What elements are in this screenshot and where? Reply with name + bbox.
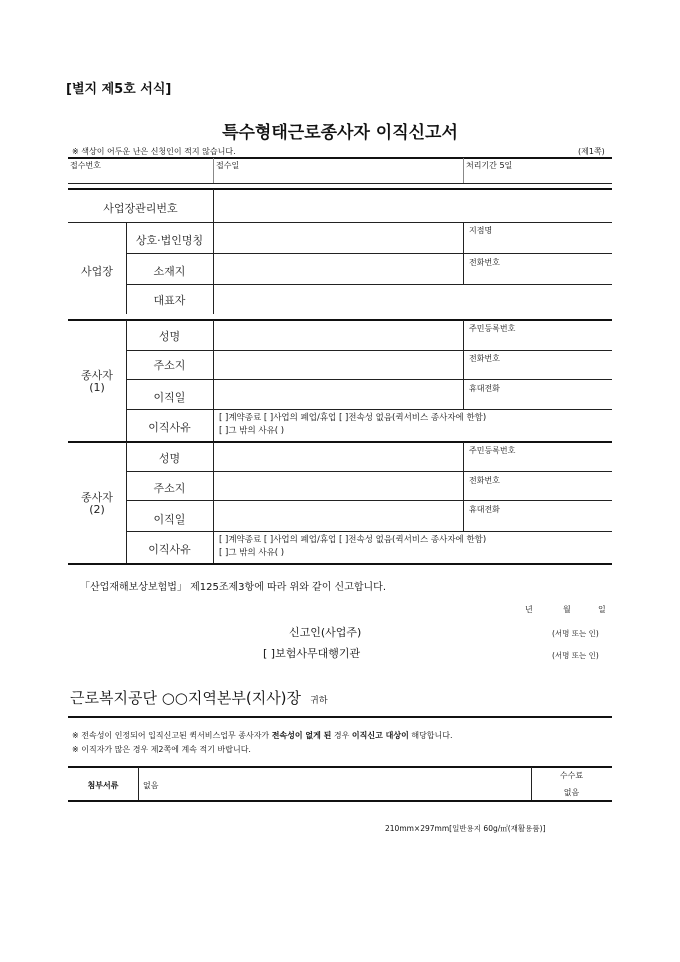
worker2-leave-date-input[interactable] (218, 509, 458, 527)
worker1-rrn-label: 주민등록번호 (469, 324, 516, 333)
worker1-label-divider (213, 320, 214, 441)
worker1-index: (1) (89, 381, 105, 394)
worker2-address-input[interactable] (218, 478, 458, 496)
signer-employer-sign[interactable]: (서명 또는 인) (552, 629, 599, 638)
worker1-mobile-input[interactable] (520, 392, 608, 406)
note-1-suffix: 해당합니다. (408, 731, 453, 740)
worker2-name-input[interactable] (218, 448, 458, 466)
worker1-right-divider (463, 320, 464, 409)
worker2-rrn-input[interactable] (520, 454, 608, 468)
note-1-prefix: ※ 전속성이 인정되어 입직신고된 퀵서비스업무 종사자가 (72, 731, 272, 740)
worker1-address-input[interactable] (218, 356, 458, 374)
worker1-phone-label: 전화번호 (469, 354, 500, 363)
workplace-rep-label: 대표자 (153, 294, 186, 307)
notes-top-border (68, 716, 612, 718)
receipt-divider-1 (213, 158, 214, 183)
page-label: (제1쪽) (578, 147, 605, 156)
worker1-name-input[interactable] (218, 326, 458, 344)
processing-period: 처리기간 5일 (466, 161, 513, 170)
workplace-branch-label: 지점명 (469, 226, 493, 235)
date-day-label: 일 (598, 605, 606, 614)
worker1-phone-input[interactable] (520, 362, 608, 376)
attachments-value: 없음 (143, 781, 159, 790)
worker2-address-label: 주소지 (153, 482, 186, 495)
receipt-date-label: 접수일 (216, 161, 240, 170)
workplace-row2-bottom (126, 284, 612, 285)
page-title: 특수형태근로종사자 이직신고서 (222, 123, 458, 143)
mgmt-number-input[interactable] (218, 198, 608, 216)
worker1-mobile-label: 휴대전화 (469, 384, 500, 393)
mgmt-number-label: 사업장관리번호 (103, 202, 178, 215)
worker2-phone-input[interactable] (520, 484, 608, 498)
note-2: ※ 이직자가 많은 경우 제2쪽에 계속 적기 바랍니다. (72, 745, 251, 754)
mgmt-number-divider (213, 189, 214, 222)
worker2-mobile-label: 휴대전화 (469, 505, 500, 514)
worker2-right-divider (463, 442, 464, 531)
workplace-phone-input[interactable] (520, 264, 608, 280)
workplace-group-label: 사업장 (81, 265, 113, 278)
signer-agency-sign[interactable]: (서명 또는 인) (552, 651, 599, 660)
attachments-label: 첨부서류 (87, 781, 119, 790)
worker1-row3-bottom (126, 409, 612, 410)
workplace-phone-label: 전화번호 (469, 258, 500, 267)
worker1-leave-date-label: 이직일 (153, 391, 186, 404)
note-1-mid: 경우 (331, 731, 352, 740)
worker2-row3-bottom (126, 531, 612, 532)
main-table-top (68, 188, 612, 190)
workplace-branch-input[interactable] (520, 232, 608, 248)
receipt-number-label: 접수번호 (70, 161, 101, 170)
signer-employer-label: 신고인(사업주) (289, 626, 362, 639)
recipient-name: 근로복지공단 ○○지역본부(지사)장 (70, 689, 302, 707)
worker2-rrn-label: 주민등록번호 (469, 446, 516, 455)
paper-spec-footer: 210mm×297mm[일반용지 60g/㎡(재활용품)] (385, 824, 546, 833)
worker2-reason-line2[interactable]: [ ]그 밖의 사유( ) (219, 548, 285, 558)
workplace-address-label: 소재지 (153, 265, 186, 278)
note-1 (72, 730, 453, 741)
table-top-border (68, 157, 612, 159)
workplace-row1-bottom (126, 253, 612, 254)
attachments-divider-1 (138, 767, 139, 800)
worker1-reason-label: 이직사유 (148, 421, 191, 434)
worker1-leave-date-input[interactable] (218, 387, 458, 405)
worker1-name-label: 성명 (158, 330, 181, 343)
workplace-name-label: 상호·법인명칭 (135, 234, 204, 247)
note-1-bold1: 전속성이 없게 된 (271, 731, 332, 740)
date-month-label: 월 (563, 605, 571, 614)
note-top: ※ 색상이 어두운 난은 신청인이 적지 않습니다. (72, 147, 236, 156)
declaration-text: 「산업재해보상보험법」 제125조제3항에 따라 위와 같이 신고합니다. (80, 582, 387, 593)
worker2-index: (2) (89, 503, 105, 516)
worker2-label-divider (213, 442, 214, 563)
worker2-row2-bottom (126, 500, 612, 501)
worker1-address-label: 주소지 (153, 359, 186, 372)
worker1-row1-bottom (126, 350, 612, 351)
worker1-rrn-input[interactable] (520, 332, 608, 346)
date-year-label: 년 (525, 605, 533, 614)
recipient-suffix: 귀하 (310, 696, 328, 706)
fee-value: 없음 (563, 788, 580, 797)
worker1-row2-bottom (126, 379, 612, 380)
workplace-name-divider (213, 222, 214, 314)
signer-agency-label: [ ]보험사무대행기관 (263, 647, 361, 660)
workplace-group-bottom (68, 319, 612, 321)
worker2-group-label: 종사자 (81, 491, 113, 504)
receipt-divider-2 (463, 158, 464, 183)
worker2-reason-line1[interactable]: [ ]계약종료 [ ]사업의 폐업/휴업 [ ]전속성 없음(퀵서비스 종사자에 한함) (219, 535, 487, 545)
worker1-group-label: 종사자 (81, 369, 113, 382)
worker1-reason-line2[interactable]: [ ]그 밖의 사유( ) (219, 426, 285, 436)
workplace-rep-input[interactable] (218, 290, 608, 308)
worker2-leave-date-label: 이직일 (153, 513, 186, 526)
receipt-bottom-border (68, 183, 612, 184)
worker1-group-bottom (68, 441, 612, 443)
worker2-name-label: 성명 (158, 452, 181, 465)
form-number: [별지 제5호 서식] (66, 82, 172, 97)
recipient-title (70, 687, 328, 708)
attachments-bottom-border (68, 800, 612, 802)
fee-label: 수수료 (559, 771, 584, 780)
mgmt-row-bottom (68, 222, 612, 223)
main-table-bottom (68, 563, 612, 565)
note-1-bold2: 이직신고 대상이 (351, 731, 409, 740)
workplace-name-input[interactable] (218, 230, 458, 248)
worker1-reason-line1[interactable]: [ ]계약종료 [ ]사업의 폐업/휴업 [ ]전속성 없음(퀵서비스 종사자에 한함) (219, 413, 487, 423)
worker2-reason-label: 이직사유 (148, 543, 191, 556)
worker2-row1-bottom (126, 471, 612, 472)
worker2-phone-label: 전화번호 (469, 476, 500, 485)
workplace-address-input[interactable] (218, 261, 458, 279)
worker2-mobile-input[interactable] (520, 514, 608, 528)
